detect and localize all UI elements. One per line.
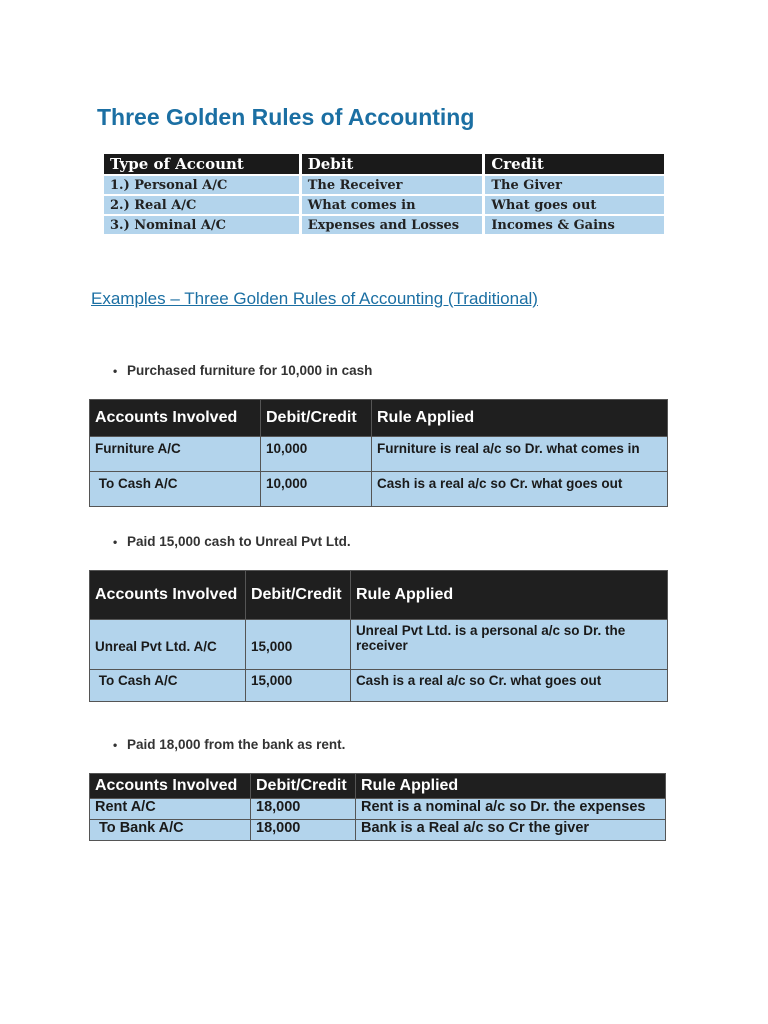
example-bullet (113, 737, 345, 752)
table-row (90, 799, 666, 820)
header-rule-applied: Rule Applied (356, 774, 666, 799)
bullet-dot-icon: • (113, 738, 118, 752)
header-debit: Debit (302, 154, 483, 174)
golden-rules-table (101, 152, 667, 236)
header-credit: Credit (485, 154, 664, 174)
example-bullet (113, 363, 372, 378)
cell-account-type: 3.) Nominal A/C (104, 216, 299, 234)
table-row (104, 176, 664, 194)
header-debit-credit: Debit/Credit (261, 400, 372, 437)
cell-amount: 10,000 (261, 437, 372, 472)
cell-credit: The Giver (485, 176, 664, 194)
cell-rule: Unreal Pvt Ltd. is a personal a/c so Dr. the receiver (350, 620, 667, 670)
cell-account-type: 2.) Real A/C (104, 196, 299, 214)
example-table-rent (89, 773, 666, 841)
header-type-of-account: Type of Account (104, 154, 299, 174)
bullet-dot-icon: • (113, 535, 118, 549)
cell-rule: Rent is a nominal a/c so Dr. the expenses (356, 799, 666, 820)
header-debit-credit: Debit/Credit (245, 571, 350, 620)
cell-rule: Cash is a real a/c so Cr. what goes out (372, 472, 668, 507)
table-row (90, 670, 668, 702)
cell-account: To Cash A/C (90, 472, 261, 507)
table-header-row (90, 571, 668, 620)
table-row (104, 216, 664, 234)
cell-rule: Bank is a Real a/c so Cr the giver (356, 820, 666, 841)
cell-account: Furniture A/C (90, 437, 261, 472)
cell-credit: What goes out (485, 196, 664, 214)
cell-amount: 18,000 (251, 820, 356, 841)
cell-amount: 15,000 (245, 670, 350, 702)
table-row (90, 472, 668, 507)
header-debit-credit: Debit/Credit (251, 774, 356, 799)
header-accounts-involved: Accounts Involved (90, 400, 261, 437)
bullet-dot-icon: • (113, 364, 118, 378)
cell-amount: 18,000 (251, 799, 356, 820)
header-accounts-involved: Accounts Involved (90, 571, 246, 620)
cell-account: Unreal Pvt Ltd. A/C (90, 620, 246, 670)
header-rule-applied: Rule Applied (372, 400, 668, 437)
cell-account: To Bank A/C (90, 820, 251, 841)
cell-amount: 15,000 (245, 620, 350, 670)
table-row (90, 620, 668, 670)
examples-link[interactable]: Examples – Three Golden Rules of Accounting (Traditional) (91, 289, 538, 308)
cell-rule: Furniture is real a/c so Dr. what comes in (372, 437, 668, 472)
table-row (104, 196, 664, 214)
header-rule-applied: Rule Applied (350, 571, 667, 620)
cell-debit: The Receiver (302, 176, 483, 194)
bullet-text: Purchased furniture for 10,000 in cash (127, 363, 373, 378)
cell-debit: What comes in (302, 196, 483, 214)
table-header-row (90, 774, 666, 799)
cell-account: To Cash A/C (90, 670, 246, 702)
bullet-text: Paid 18,000 from the bank as rent. (127, 737, 346, 752)
cell-credit: Incomes & Gains (485, 216, 664, 234)
cell-amount: 10,000 (261, 472, 372, 507)
cell-debit: Expenses and Losses (302, 216, 483, 234)
table-header-row (104, 154, 664, 174)
example-table-furniture (89, 399, 668, 507)
cell-account: Rent A/C (90, 799, 251, 820)
table-row (90, 437, 668, 472)
cell-account-type: 1.) Personal A/C (104, 176, 299, 194)
cell-rule: Cash is a real a/c so Cr. what goes out (350, 670, 667, 702)
page-title: Three Golden Rules of Accounting (97, 104, 475, 130)
example-bullet (113, 534, 351, 549)
table-header-row (90, 400, 668, 437)
header-accounts-involved: Accounts Involved (90, 774, 251, 799)
table-row (90, 820, 666, 841)
bullet-text: Paid 15,000 cash to Unreal Pvt Ltd. (127, 534, 351, 549)
example-table-unreal (89, 570, 668, 702)
